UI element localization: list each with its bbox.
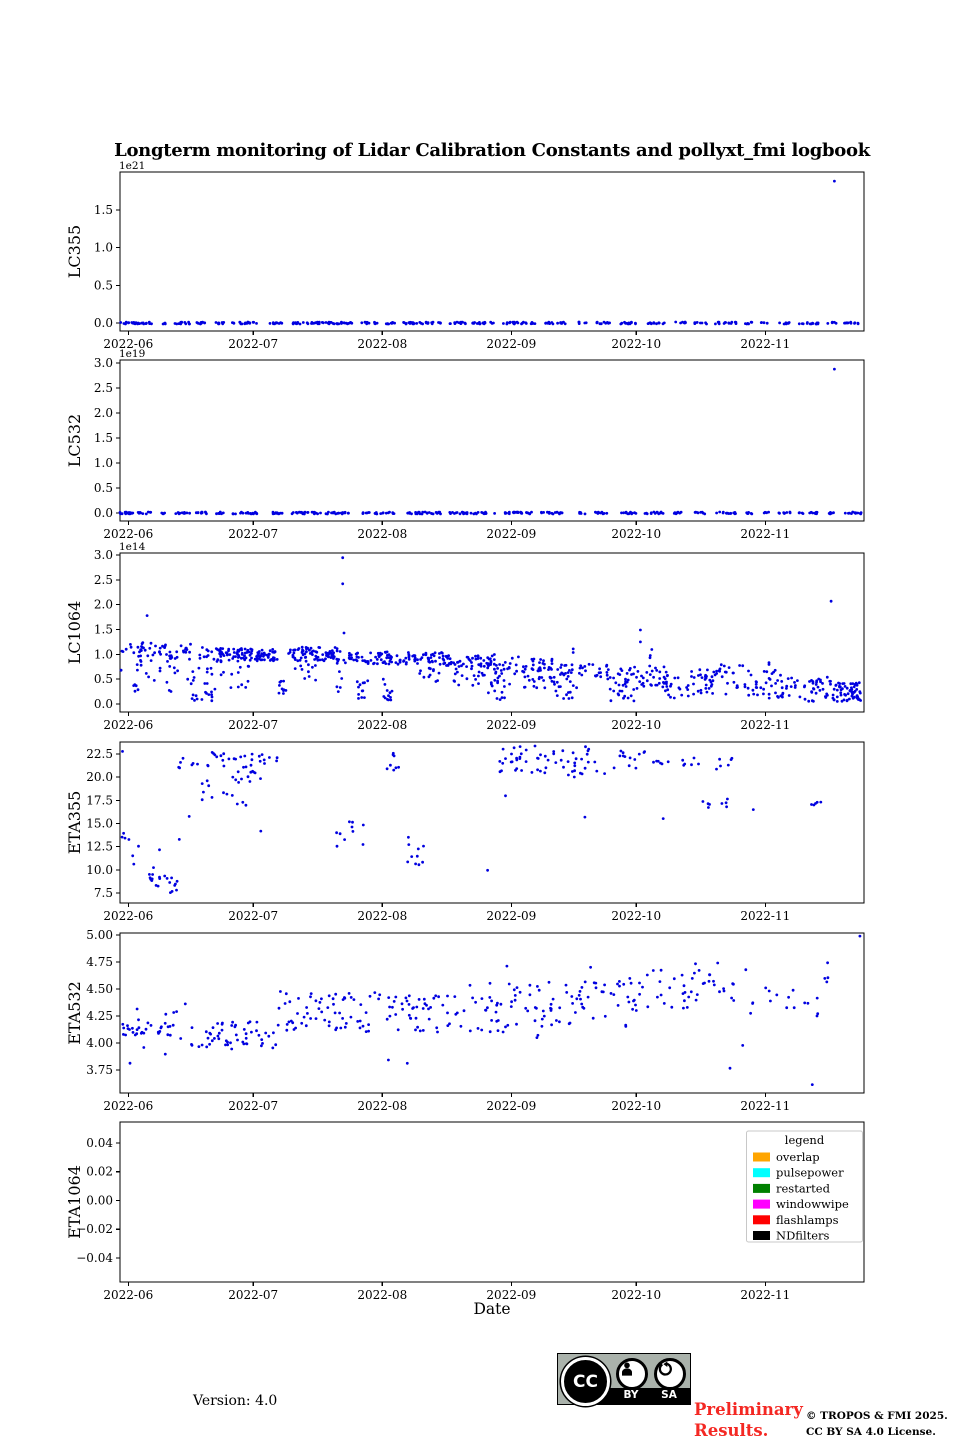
cc-logo-icon: CC xyxy=(561,1357,610,1406)
x-tick-label: 2022-11 xyxy=(740,1288,791,1302)
y-tick-label: 3.0 xyxy=(93,356,113,370)
x-tick-label: 2022-07 xyxy=(228,527,279,541)
x-tick-label: 2022-10 xyxy=(611,1288,662,1302)
y-tick-label: 4.25 xyxy=(86,1009,113,1024)
x-tick-label: 2022-07 xyxy=(228,1099,279,1113)
x-tick-label: 2022-06 xyxy=(103,337,154,351)
y-tick-label: 17.5 xyxy=(86,793,113,808)
y-tick-label: 1.5 xyxy=(93,622,113,637)
y-tick-label: 1.5 xyxy=(93,431,113,445)
scatter-points xyxy=(119,180,859,326)
y-axis-title: LC1064 xyxy=(65,600,84,665)
copyright-line2: CC BY SA 4.0 License. xyxy=(806,1426,936,1438)
y-tick-label: 20.0 xyxy=(86,770,113,785)
axis-offset-label: 1e19 xyxy=(119,348,146,360)
subplot-ETA355 xyxy=(65,742,864,923)
y-tick-label: 22.5 xyxy=(86,746,113,761)
x-tick-label: 2022-10 xyxy=(611,527,662,541)
scatter-points xyxy=(121,935,861,1086)
y-tick-label: 1.0 xyxy=(93,240,113,255)
x-tick-label: 2022-08 xyxy=(357,337,408,351)
share-alike-icon xyxy=(654,1358,686,1390)
y-tick-label: 1.0 xyxy=(93,456,113,470)
preliminary-note xyxy=(694,1399,803,1441)
copyright-note xyxy=(806,1408,948,1440)
x-axis-title: Date xyxy=(473,1300,511,1318)
y-tick-label: 1.0 xyxy=(93,647,113,662)
axis-offset-label: 1e21 xyxy=(119,160,146,172)
x-tick-label: 2022-08 xyxy=(357,1288,408,1302)
x-tick-label: 2022-09 xyxy=(486,1288,537,1302)
y-tick-label: −0.04 xyxy=(76,1250,113,1265)
axis-offset-label: 1e14 xyxy=(119,541,146,553)
x-tick-label: 2022-11 xyxy=(740,337,791,351)
legend-swatch-NDfilters xyxy=(753,1231,770,1240)
subplot-LC1064 xyxy=(65,541,864,732)
copyright-line1: © TROPOS & FMI 2025. xyxy=(806,1410,948,1422)
x-tick-label: 2022-06 xyxy=(103,718,154,732)
x-tick-label: 2022-08 xyxy=(357,909,408,923)
y-tick-label: 2.5 xyxy=(93,572,113,587)
legend-title: legend xyxy=(784,1133,825,1147)
x-tick-label: 2022-08 xyxy=(357,718,408,732)
x-tick-label: 2022-11 xyxy=(740,527,791,541)
subplot-ETA532 xyxy=(65,928,864,1113)
scatter-points xyxy=(119,368,863,516)
legend-label: overlap xyxy=(776,1150,820,1164)
x-tick-label: 2022-08 xyxy=(357,1099,408,1113)
y-tick-label: 7.5 xyxy=(93,885,113,900)
x-tick-label: 2022-08 xyxy=(357,527,408,541)
x-tick-label: 2022-07 xyxy=(228,718,279,732)
x-tick-label: 2022-07 xyxy=(228,337,279,351)
y-tick-label: 4.75 xyxy=(86,955,113,970)
subplot-ETA1064 xyxy=(65,1122,864,1302)
legend-swatch-windowwipe xyxy=(753,1200,770,1209)
x-tick-label: 2022-09 xyxy=(486,527,537,541)
attribution-person-icon xyxy=(616,1358,648,1390)
preliminary-line2: Results. xyxy=(694,1421,769,1440)
cc-license-badge xyxy=(557,1353,691,1405)
x-tick-label: 2022-09 xyxy=(486,909,537,923)
y-tick-label: 0.00 xyxy=(86,1193,113,1208)
x-tick-label: 2022-10 xyxy=(611,909,662,923)
legend-swatch-flashlamps xyxy=(753,1215,770,1224)
y-axis-title: ETA532 xyxy=(65,981,84,1045)
x-tick-label: 2022-11 xyxy=(740,909,791,923)
y-tick-label: 3.0 xyxy=(93,547,113,562)
x-tick-label: 2022-10 xyxy=(611,718,662,732)
by-label: BY xyxy=(623,1389,639,1401)
y-axis-title: ETA1064 xyxy=(65,1165,84,1239)
legend xyxy=(747,1131,863,1243)
legend-swatch-pulsepower xyxy=(753,1168,770,1177)
person-icon xyxy=(619,1361,635,1377)
legend-label: pulsepower xyxy=(776,1165,844,1180)
y-tick-label: 10.0 xyxy=(86,862,113,877)
y-tick-label: 0.5 xyxy=(93,672,113,687)
sa-label: SA xyxy=(661,1389,677,1401)
scatter-points xyxy=(121,745,822,894)
x-tick-label: 2022-09 xyxy=(486,718,537,732)
y-tick-label: 2.0 xyxy=(93,597,113,612)
y-axis-title: LC355 xyxy=(65,224,84,279)
figure-title: Longterm monitoring of Lidar Calibration Constants and pollyxt_fmi logbook xyxy=(114,140,870,161)
y-tick-label: 2.5 xyxy=(93,381,113,395)
legend-label: restarted xyxy=(776,1181,830,1196)
circular-arrow-icon xyxy=(657,1361,673,1377)
x-tick-label: 2022-06 xyxy=(103,1099,154,1113)
y-tick-label: 15.0 xyxy=(86,816,113,831)
y-tick-label: 1.5 xyxy=(93,202,113,217)
preliminary-line1: Preliminary xyxy=(694,1400,803,1419)
y-tick-label: 2.0 xyxy=(93,406,113,420)
y-axis-title: ETA355 xyxy=(65,790,84,855)
scatter-points xyxy=(120,556,862,703)
x-tick-label: 2022-11 xyxy=(740,718,791,732)
legend-label: NDfilters xyxy=(776,1228,830,1243)
legend-swatch-restarted xyxy=(753,1184,770,1193)
y-tick-label: 4.00 xyxy=(86,1036,113,1051)
y-tick-label: 4.50 xyxy=(86,982,113,997)
x-tick-label: 2022-09 xyxy=(486,337,537,351)
x-tick-label: 2022-06 xyxy=(103,909,154,923)
y-tick-label: 3.75 xyxy=(86,1063,113,1078)
x-tick-label: 2022-09 xyxy=(486,1099,537,1113)
subplot-LC355 xyxy=(65,160,864,351)
version-label: Version: 4.0 xyxy=(193,1393,278,1409)
y-tick-label: 0.0 xyxy=(93,506,113,520)
y-tick-label: 12.5 xyxy=(86,839,113,854)
x-tick-label: 2022-06 xyxy=(103,527,154,541)
y-tick-label: 0.5 xyxy=(93,481,113,495)
x-tick-label: 2022-10 xyxy=(611,1099,662,1113)
x-tick-label: 2022-10 xyxy=(611,337,662,351)
y-tick-label: 5.00 xyxy=(86,928,113,943)
x-tick-label: 2022-06 xyxy=(103,1288,154,1302)
subplot-LC532 xyxy=(65,348,864,541)
x-tick-label: 2022-07 xyxy=(228,1288,279,1302)
y-tick-label: 0.0 xyxy=(93,697,113,712)
y-tick-label: 0.0 xyxy=(93,316,113,331)
y-tick-label: 0.02 xyxy=(86,1164,113,1179)
y-tick-label: −0.02 xyxy=(76,1222,113,1237)
y-tick-label: 0.04 xyxy=(86,1135,113,1150)
legend-label: windowwipe xyxy=(776,1197,849,1212)
x-tick-label: 2022-11 xyxy=(740,1099,791,1113)
legend-swatch-overlap xyxy=(753,1153,770,1162)
y-axis-title: LC532 xyxy=(65,413,84,468)
x-tick-label: 2022-07 xyxy=(228,909,279,923)
legend-label: flashlamps xyxy=(776,1212,839,1227)
y-tick-label: 0.5 xyxy=(93,278,113,293)
